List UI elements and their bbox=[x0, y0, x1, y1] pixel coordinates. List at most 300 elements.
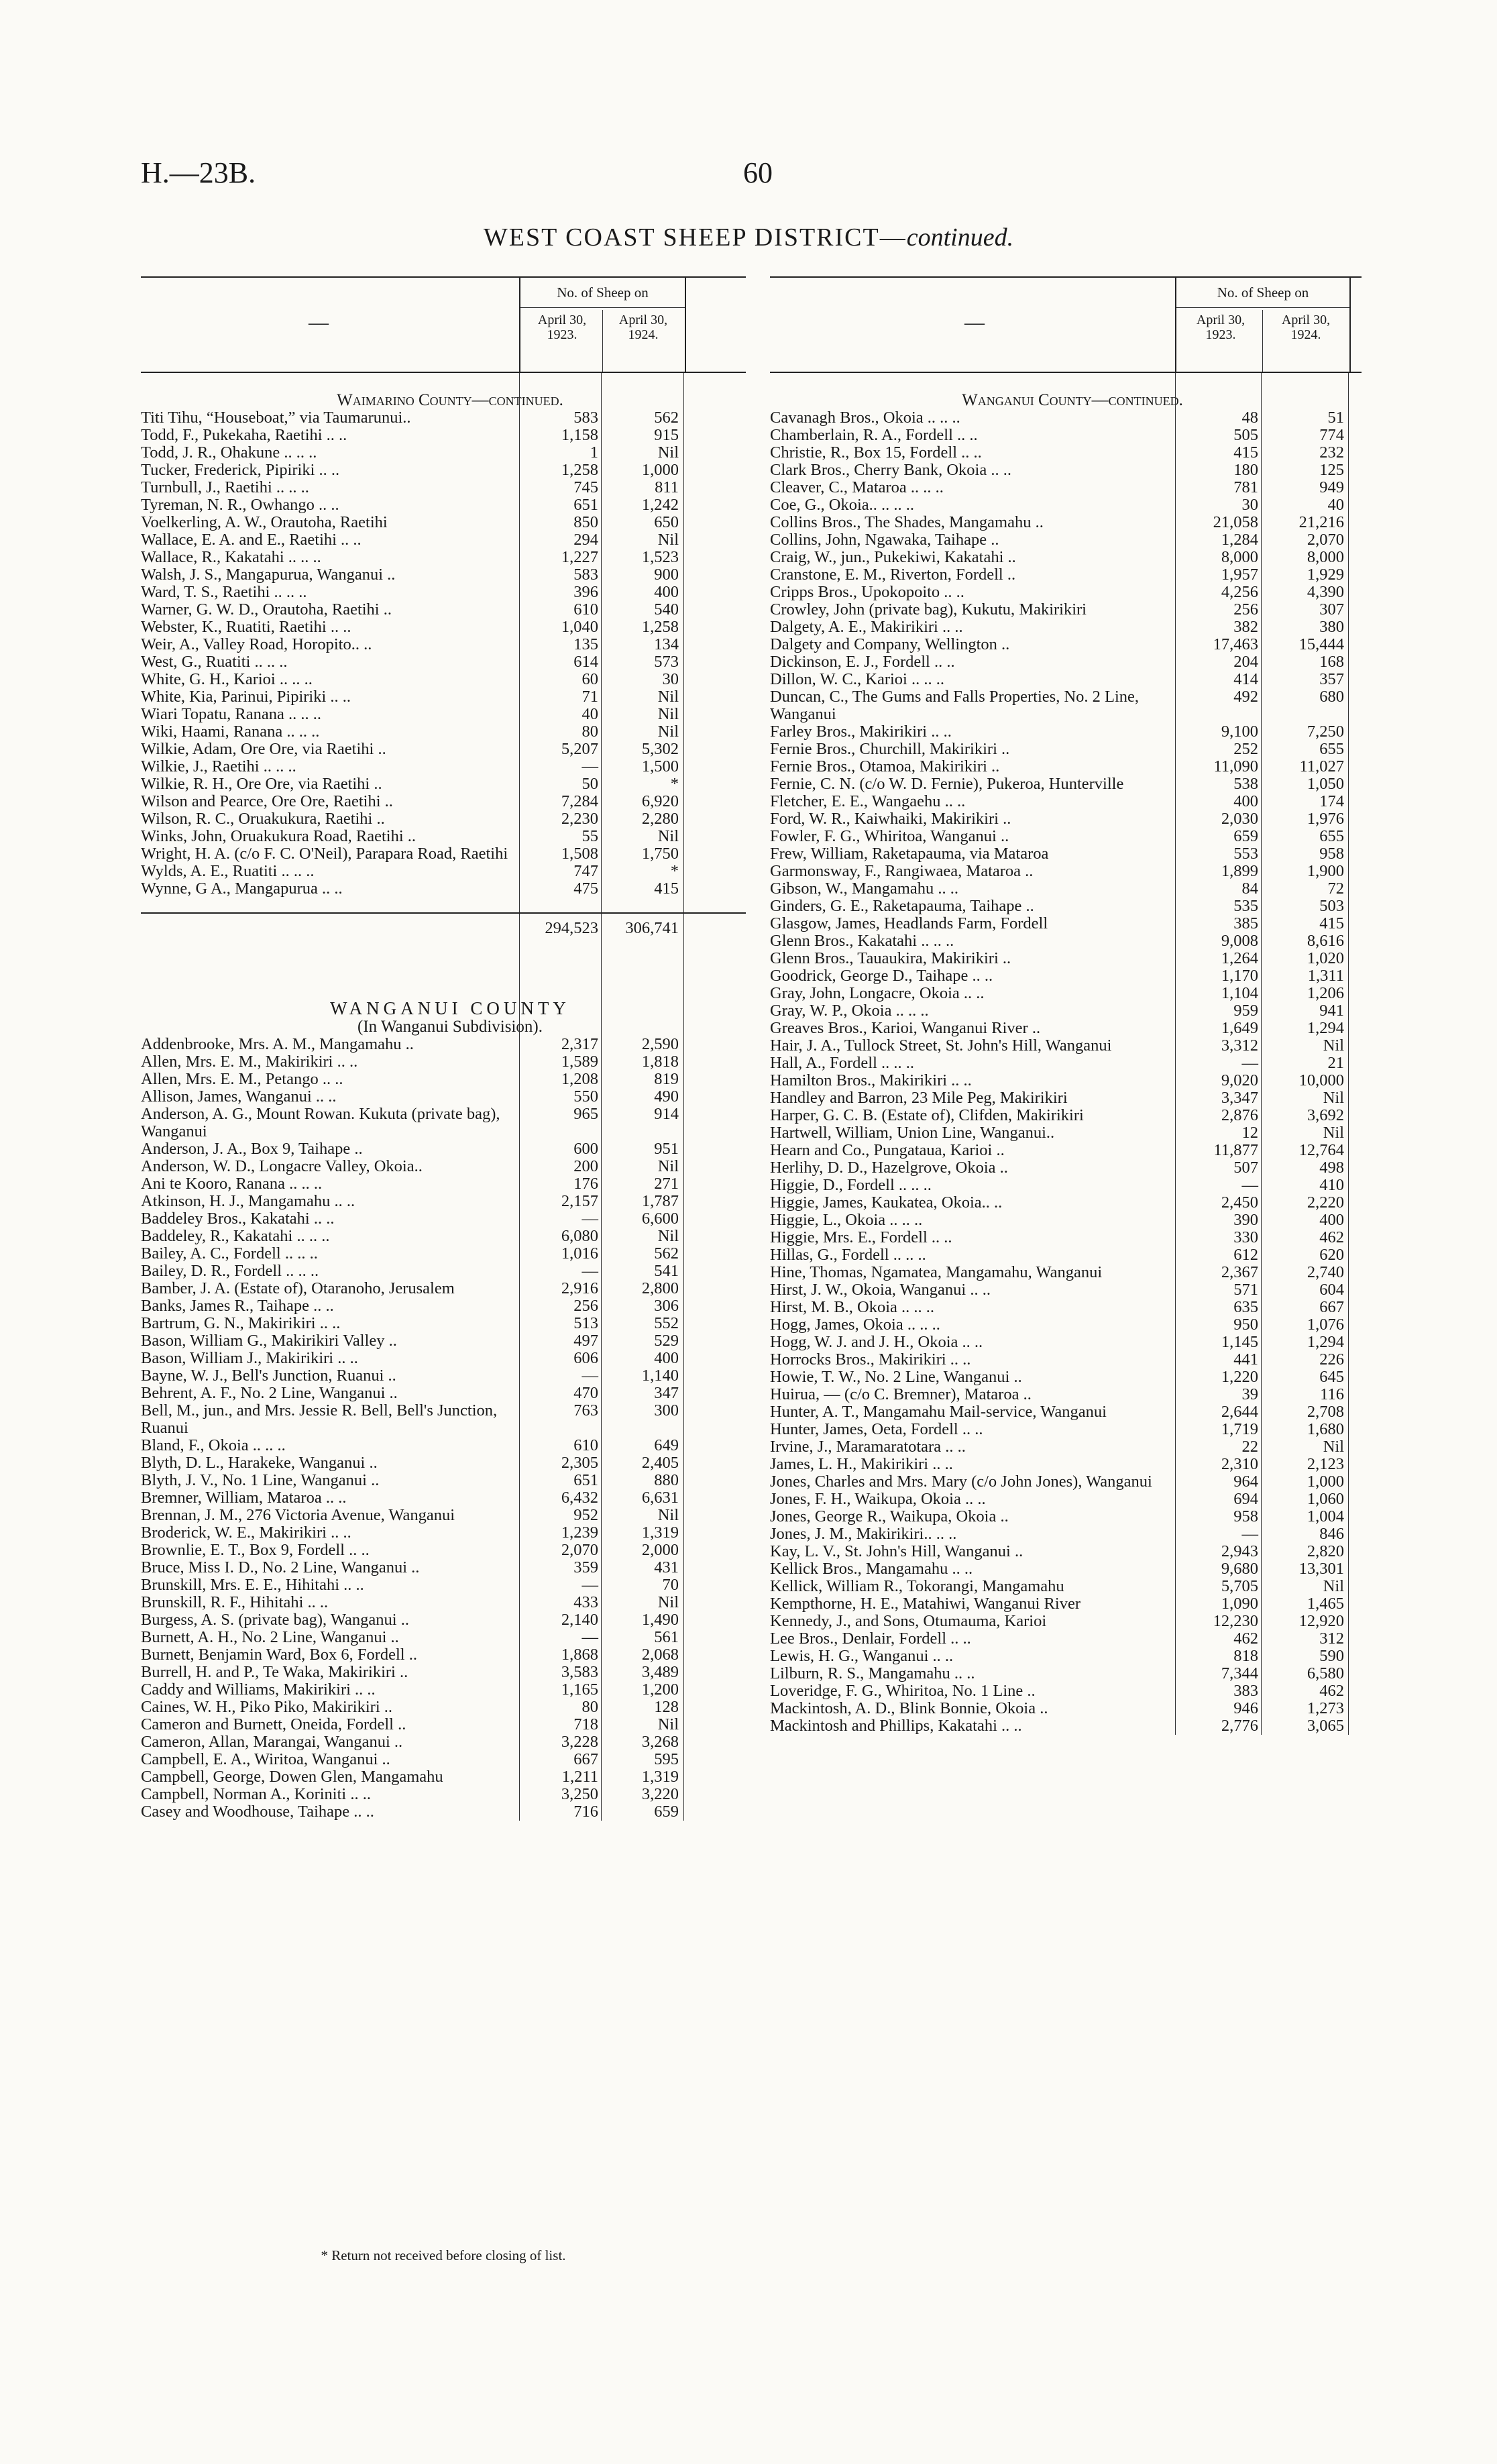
sheep-1923: 176 bbox=[573, 1175, 598, 1193]
holder-name: Wright, H. A. (c/o F. C. O'Neil), Parapara Road, Raetihi bbox=[141, 845, 508, 863]
sheep-1923: 2,367 bbox=[1221, 1263, 1258, 1281]
sheep-1923: 2,876 bbox=[1221, 1106, 1258, 1124]
sheep-1924: 400 bbox=[1319, 1211, 1344, 1229]
sheep-1924: 561 bbox=[654, 1628, 679, 1646]
col-1923-header bbox=[1179, 313, 1262, 342]
table-row bbox=[141, 1716, 746, 1733]
holder-name: Christie, R., Box 15, Fordell .. .. bbox=[770, 444, 982, 462]
sheep-1924: 8,616 bbox=[1307, 932, 1344, 950]
table-row bbox=[770, 1281, 1362, 1299]
table-row bbox=[141, 601, 746, 619]
table-row bbox=[770, 1194, 1362, 1212]
table-row bbox=[770, 688, 1362, 723]
title-main: WEST COAST SHEEP DISTRICT— bbox=[483, 223, 907, 252]
header-dash: — bbox=[964, 311, 985, 333]
holder-name: Walsh, J. S., Mangapurua, Wanganui .. bbox=[141, 566, 396, 584]
header-dash: — bbox=[309, 311, 329, 333]
sheep-1923: 7,284 bbox=[561, 792, 598, 810]
sheep-1923: 583 bbox=[573, 566, 598, 584]
sheep-1923: 383 bbox=[1233, 1682, 1258, 1700]
col-1924-line2: 1924. bbox=[628, 327, 659, 342]
sheep-1924: Nil bbox=[1323, 1089, 1344, 1107]
table-row bbox=[770, 1316, 1362, 1334]
total-1924: 306,741 bbox=[625, 919, 679, 937]
sheep-1924: Nil bbox=[657, 1157, 679, 1175]
holder-name: Ward, T. S., Raetihi .. .. .. bbox=[141, 584, 307, 601]
table-row bbox=[141, 462, 746, 479]
sheep-1924: 8,000 bbox=[1307, 548, 1344, 566]
holder-name: Frew, William, Raketapauma, via Mataroa bbox=[770, 845, 1049, 863]
sheep-1924: Nil bbox=[1323, 1124, 1344, 1142]
holder-name: Dalgety and Company, Wellington .. bbox=[770, 636, 1010, 653]
table-row bbox=[770, 444, 1362, 462]
holder-name: Cameron, Allan, Marangai, Wanganui .. bbox=[141, 1733, 403, 1751]
holder-name: Hillas, G., Fordell .. .. .. bbox=[770, 1246, 926, 1264]
sheep-1924: 174 bbox=[1319, 792, 1344, 810]
table-row bbox=[770, 775, 1362, 793]
holder-name: Wilson, R. C., Oruakukura, Raetihi .. bbox=[141, 810, 385, 828]
holder-name: Harper, G. C. B. (Estate of), Clifden, Makirikiri bbox=[770, 1107, 1084, 1124]
sheep-1923: 441 bbox=[1233, 1350, 1258, 1369]
sheep-1923: 5,207 bbox=[561, 740, 598, 758]
sheep-1923: 3,250 bbox=[561, 1785, 598, 1803]
holder-name: Burnett, Benjamin Ward, Box 6, Fordell .. bbox=[141, 1646, 417, 1664]
holder-name: Wilson and Pearce, Ore Ore, Raetihi .. bbox=[141, 793, 393, 810]
sheep-1923: 513 bbox=[573, 1314, 598, 1332]
table-row bbox=[770, 1334, 1362, 1351]
holder-name: Burnett, A. H., No. 2 Line, Wanganui .. bbox=[141, 1629, 399, 1646]
sheep-1923: 1,649 bbox=[1221, 1019, 1258, 1037]
sheep-1924: 1,273 bbox=[1307, 1699, 1344, 1717]
sheep-1924: 1,465 bbox=[1307, 1595, 1344, 1613]
sheep-1923: 600 bbox=[573, 1140, 598, 1158]
sheep-1924: 1,242 bbox=[641, 496, 679, 514]
sheep-1924: 655 bbox=[1319, 740, 1344, 758]
table-row bbox=[770, 1229, 1362, 1246]
table-row bbox=[141, 706, 746, 723]
sheep-1923: 1,227 bbox=[561, 548, 598, 566]
section-subheading: (In Wanganui Subdivision). bbox=[357, 1018, 543, 1036]
sheep-1924: 1,750 bbox=[641, 845, 679, 863]
sheep-1924: 415 bbox=[1319, 914, 1344, 932]
sheep-1923: 385 bbox=[1233, 914, 1258, 932]
holder-name: Cameron and Burnett, Oneida, Fordell .. bbox=[141, 1716, 406, 1733]
holder-name: Brownlie, E. T., Box 9, Fordell .. .. bbox=[141, 1542, 370, 1559]
section-heading-wanganui-continued: Wanganui County—continued. bbox=[962, 391, 1183, 409]
sheep-1924: 410 bbox=[1319, 1176, 1344, 1194]
table-row bbox=[141, 1193, 746, 1210]
sheep-1923: 1,719 bbox=[1221, 1420, 1258, 1438]
holder-name: Kellick, William R., Tokorangi, Mangamahu bbox=[770, 1578, 1064, 1595]
sheep-1924: 1,258 bbox=[641, 618, 679, 636]
sheep-1923: 2,157 bbox=[561, 1192, 598, 1210]
table-row bbox=[770, 898, 1362, 915]
table-row bbox=[141, 1664, 746, 1681]
table-row bbox=[770, 1421, 1362, 1438]
sheep-1924: 1,294 bbox=[1307, 1019, 1344, 1037]
table-row bbox=[141, 1524, 746, 1542]
sheep-1923: 252 bbox=[1233, 740, 1258, 758]
holder-name: Bruce, Miss I. D., No. 2 Line, Wanganui .. bbox=[141, 1559, 420, 1576]
holder-name: Wallace, E. A. and E., Raetihi .. .. bbox=[141, 531, 362, 549]
sheep-1924: Nil bbox=[657, 705, 679, 723]
holder-name: Brunskill, Mrs. E. E., Hihitahi .. .. bbox=[141, 1576, 364, 1594]
table-row bbox=[141, 1576, 746, 1594]
sheep-1924: Nil bbox=[1323, 1577, 1344, 1595]
table-row bbox=[141, 1175, 746, 1193]
sheep-1924: 2,123 bbox=[1307, 1455, 1344, 1473]
table-row bbox=[770, 514, 1362, 531]
sheep-1924: 650 bbox=[654, 513, 679, 531]
holder-name: Jones, George R., Waikupa, Okoia .. bbox=[770, 1508, 1009, 1525]
table-row bbox=[141, 1402, 746, 1437]
left-column bbox=[141, 276, 746, 1821]
sheep-1923: 1,158 bbox=[561, 426, 598, 444]
holder-name: Hartwell, William, Union Line, Wanganui.. bbox=[770, 1124, 1055, 1142]
title-continued: continued. bbox=[906, 223, 1014, 252]
table-row bbox=[770, 636, 1362, 653]
holder-name: Caines, W. H., Piko Piko, Makirikiri .. bbox=[141, 1699, 393, 1716]
sheep-1923: 1,220 bbox=[1221, 1368, 1258, 1386]
holder-name: Wallace, R., Kakatahi .. .. .. bbox=[141, 549, 321, 566]
sheep-1924: 552 bbox=[654, 1314, 679, 1332]
sheep-1924: 1,200 bbox=[641, 1680, 679, 1699]
sheep-1923: 433 bbox=[573, 1593, 598, 1611]
sheep-1924: 1,294 bbox=[1307, 1333, 1344, 1351]
holder-name: Dillon, W. C., Karioi .. .. .. bbox=[770, 671, 944, 688]
sheep-1923: 1,104 bbox=[1221, 984, 1258, 1002]
sheep-1923: 2,140 bbox=[561, 1611, 598, 1629]
sheep-1923: 71 bbox=[581, 688, 598, 706]
sheep-1924: 819 bbox=[654, 1070, 679, 1088]
waimarino-rows bbox=[141, 409, 746, 898]
holder-name: Hogg, James, Okoia .. .. .. bbox=[770, 1316, 940, 1334]
sheep-1923: 1,258 bbox=[561, 461, 598, 479]
sheep-1924: 431 bbox=[654, 1558, 679, 1576]
table-row bbox=[770, 584, 1362, 601]
sheep-1923: 475 bbox=[573, 879, 598, 898]
table-row bbox=[770, 828, 1362, 845]
sheep-1923: 614 bbox=[573, 653, 598, 671]
table-row bbox=[770, 845, 1362, 863]
sheep-1923: — bbox=[581, 1262, 598, 1280]
holder-name: Allen, Mrs. E. M., Makirikiri .. .. bbox=[141, 1053, 358, 1071]
sheep-1924: 1,818 bbox=[641, 1053, 679, 1071]
wanganui-rows bbox=[141, 1036, 746, 1821]
sheep-1923: 1,589 bbox=[561, 1053, 598, 1071]
sheep-1924: 604 bbox=[1319, 1281, 1344, 1299]
sheep-1923: 492 bbox=[1233, 688, 1258, 706]
sheep-1924: * bbox=[670, 775, 679, 793]
sheep-1923: 850 bbox=[573, 513, 598, 531]
sheep-1923: 747 bbox=[573, 862, 598, 880]
holder-name: Broderick, W. E., Makirikiri .. .. bbox=[141, 1524, 351, 1542]
sheep-1924: 134 bbox=[654, 635, 679, 653]
sheep-count-label: No. of Sheep on bbox=[1176, 278, 1349, 308]
holder-name: Campbell, Norman A., Koriniti .. .. bbox=[141, 1786, 371, 1803]
table-row bbox=[141, 1681, 746, 1699]
sheep-1923: 694 bbox=[1233, 1490, 1258, 1508]
sheep-1923: 2,230 bbox=[561, 810, 598, 828]
sheep-1924: 2,220 bbox=[1307, 1193, 1344, 1212]
table-row bbox=[770, 1682, 1362, 1700]
sheep-1923: 204 bbox=[1233, 653, 1258, 671]
sheep-1923: 414 bbox=[1233, 670, 1258, 688]
sheep-1924: 590 bbox=[1319, 1647, 1344, 1665]
sheep-1924: 529 bbox=[654, 1332, 679, 1350]
sheep-1924: 1,929 bbox=[1307, 566, 1344, 584]
holder-name: Bason, William G., Makirikiri Valley .. bbox=[141, 1332, 397, 1350]
sheep-1924: 1,020 bbox=[1307, 949, 1344, 967]
sheep-1923: 135 bbox=[573, 635, 598, 653]
sheep-1923: 180 bbox=[1233, 461, 1258, 479]
sheep-1923: 390 bbox=[1233, 1211, 1258, 1229]
holder-name: Ani te Kooro, Ranana .. .. .. bbox=[141, 1175, 323, 1193]
sheep-1924: 6,600 bbox=[641, 1210, 679, 1228]
sheep-1923: 1,957 bbox=[1221, 566, 1258, 584]
sheep-1923: 1,016 bbox=[561, 1244, 598, 1263]
holder-name: Fowler, F. G., Whiritoa, Wanganui .. bbox=[770, 828, 1009, 845]
holder-name: Mackintosh and Phillips, Kakatahi .. .. bbox=[770, 1717, 1022, 1735]
sheep-1923: 84 bbox=[1241, 879, 1258, 898]
sheep-count-label: No. of Sheep on bbox=[520, 278, 685, 308]
sheep-1924: 951 bbox=[654, 1140, 679, 1158]
sheep-1923: 959 bbox=[1233, 1002, 1258, 1020]
holder-name: Chamberlain, R. A., Fordell .. .. bbox=[770, 427, 978, 444]
holder-name: Wynne, G A., Mangapurua .. .. bbox=[141, 880, 343, 898]
table-row bbox=[141, 1367, 746, 1385]
holder-name: Dalgety, A. E., Makirikiri .. .. bbox=[770, 619, 963, 636]
holder-name: Higgie, D., Fordell .. .. .. bbox=[770, 1177, 932, 1194]
sheep-1923: 3,347 bbox=[1221, 1089, 1258, 1107]
sheep-1923: 9,680 bbox=[1221, 1560, 1258, 1578]
sheep-1923: 396 bbox=[573, 583, 598, 601]
holder-name: Horrocks Bros., Makirikiri .. .. bbox=[770, 1351, 971, 1369]
table-row bbox=[770, 1089, 1362, 1107]
holder-name: Hamilton Bros., Makirikiri .. .. bbox=[770, 1072, 972, 1089]
table-row bbox=[770, 1002, 1362, 1020]
holder-name: Hunter, James, Oeta, Fordell .. .. bbox=[770, 1421, 983, 1438]
sheep-1923: 470 bbox=[573, 1384, 598, 1402]
sheep-1924: 1,140 bbox=[641, 1367, 679, 1385]
holder-name: Hall, A., Fordell .. .. .. bbox=[770, 1055, 915, 1072]
table-row bbox=[770, 1560, 1362, 1578]
sheep-1924: Nil bbox=[1323, 1036, 1344, 1055]
holder-name: Clark Bros., Cherry Bank, Okoia .. .. bbox=[770, 462, 1011, 479]
sheep-1923: 535 bbox=[1233, 897, 1258, 915]
sheep-1924: 667 bbox=[1319, 1298, 1344, 1316]
holder-name: Ford, W. R., Kaiwhaiki, Makirikiri .. bbox=[770, 810, 1011, 828]
sheep-1923: 6,080 bbox=[561, 1227, 598, 1245]
holder-name: Crowley, John (private bag), Kukutu, Makirikiri bbox=[770, 601, 1087, 619]
holder-name: Glenn Bros., Kakatahi .. .. .. bbox=[770, 932, 954, 950]
sheep-1924: 1,060 bbox=[1307, 1490, 1344, 1508]
sheep-1923: 553 bbox=[1233, 845, 1258, 863]
holder-name: Handley and Barron, 23 Mile Peg, Makirikiri bbox=[770, 1089, 1068, 1107]
sheep-1923: 606 bbox=[573, 1349, 598, 1367]
table-row bbox=[770, 549, 1362, 566]
sheep-1923: — bbox=[581, 757, 598, 775]
table-row bbox=[141, 1210, 746, 1228]
sheep-1924: 3,220 bbox=[641, 1785, 679, 1803]
holder-name: West, G., Ruatiti .. .. .. bbox=[141, 653, 288, 671]
table-row bbox=[141, 1646, 746, 1664]
table-row bbox=[141, 845, 746, 863]
sheep-1924: 1,523 bbox=[641, 548, 679, 566]
holder-name: Gibson, W., Mangamahu .. .. bbox=[770, 880, 959, 898]
table-row bbox=[770, 1246, 1362, 1264]
sheep-1923: 763 bbox=[573, 1401, 598, 1420]
table-row bbox=[770, 1456, 1362, 1473]
right-column bbox=[770, 276, 1362, 1735]
sheep-1924: 490 bbox=[654, 1087, 679, 1106]
total-row bbox=[141, 912, 746, 941]
sheep-1924: 498 bbox=[1319, 1159, 1344, 1177]
holder-name: Hirst, J. W., Okoia, Wanganui .. .. bbox=[770, 1281, 991, 1299]
sheep-1923: 946 bbox=[1233, 1699, 1258, 1717]
sheep-1924: 2,740 bbox=[1307, 1263, 1344, 1281]
sheep-1924: 620 bbox=[1319, 1246, 1344, 1264]
sheep-1923: 1,145 bbox=[1221, 1333, 1258, 1351]
table-row bbox=[770, 1212, 1362, 1229]
holder-name: Cranstone, E. M., Riverton, Fordell .. bbox=[770, 566, 1016, 584]
col-1924-line1: April 30, bbox=[618, 313, 668, 327]
sheep-1924: 915 bbox=[654, 426, 679, 444]
col-1923-header bbox=[523, 313, 601, 342]
sheep-1923: 1,090 bbox=[1221, 1595, 1258, 1613]
sheep-1924: 357 bbox=[1319, 670, 1344, 688]
sheep-1924: 271 bbox=[654, 1175, 679, 1193]
holder-name: Farley Bros., Makirikiri .. .. bbox=[770, 723, 952, 741]
sheep-1924: 312 bbox=[1319, 1629, 1344, 1648]
sheep-1924: 1,311 bbox=[1307, 967, 1344, 985]
table-row bbox=[770, 1055, 1362, 1072]
sheep-1923: 2,644 bbox=[1221, 1403, 1258, 1421]
sheep-1924: 2,070 bbox=[1307, 531, 1344, 549]
table-row bbox=[770, 653, 1362, 671]
sheep-1924: 72 bbox=[1327, 879, 1344, 898]
sheep-1924: 1,787 bbox=[641, 1192, 679, 1210]
sheep-1923: 583 bbox=[573, 409, 598, 427]
sheep-1924: 562 bbox=[654, 409, 679, 427]
section-heading-wanganui: WANGANUI COUNTY bbox=[330, 998, 570, 1018]
table-row bbox=[770, 1107, 1362, 1124]
sheep-1924: 880 bbox=[654, 1471, 679, 1489]
holder-name: Bailey, D. R., Fordell .. .. .. bbox=[141, 1263, 319, 1280]
sheep-1923: 2,776 bbox=[1221, 1717, 1258, 1735]
holder-name: Baddeley, R., Kakatahi .. .. .. bbox=[141, 1228, 330, 1245]
sheep-1923: 11,877 bbox=[1213, 1141, 1258, 1159]
sheep-1923: 716 bbox=[573, 1803, 598, 1821]
sheep-1924: 116 bbox=[1320, 1385, 1344, 1403]
table-row bbox=[770, 1491, 1362, 1508]
holder-name: Bell, M., jun., and Mrs. Jessie R. Bell, Bell's Junction, Ruanui bbox=[141, 1402, 498, 1437]
sheep-1924: 125 bbox=[1319, 461, 1344, 479]
table-row bbox=[141, 1280, 746, 1297]
table-row bbox=[141, 566, 746, 584]
holder-name: Burgess, A. S. (private bag), Wanganui .. bbox=[141, 1611, 409, 1629]
holder-name: Wilkie, R. H., Ore Ore, via Raetihi .. bbox=[141, 775, 382, 793]
table-row bbox=[141, 671, 746, 688]
sheep-1924: 462 bbox=[1319, 1682, 1344, 1700]
holder-name: Duncan, C., The Gums and Falls Properties, No. 2 Line, Wanganui bbox=[770, 688, 1140, 723]
sheep-1923: 40 bbox=[581, 705, 598, 723]
holder-name: Hearn and Co., Pungataua, Karioi .. bbox=[770, 1142, 1005, 1159]
holder-name: James, L. H., Makirikiri .. .. bbox=[770, 1456, 953, 1473]
sheep-1923: 21,058 bbox=[1213, 513, 1258, 531]
table-row bbox=[770, 1124, 1362, 1142]
sheep-1923: 1,868 bbox=[561, 1646, 598, 1664]
table-row bbox=[770, 932, 1362, 950]
table-row bbox=[770, 1299, 1362, 1316]
table-row bbox=[141, 1594, 746, 1611]
sheep-1924: 10,000 bbox=[1298, 1071, 1344, 1089]
sheep-1924: 6,920 bbox=[641, 792, 679, 810]
table-row bbox=[770, 1403, 1362, 1421]
sheep-1924: 540 bbox=[654, 600, 679, 619]
page-number: 60 bbox=[743, 156, 773, 189]
sheep-1924: 1,900 bbox=[1307, 862, 1344, 880]
holder-name: Jones, F. H., Waikupa, Okoia .. .. bbox=[770, 1491, 986, 1508]
table-row bbox=[141, 1489, 746, 1507]
table-row bbox=[141, 1733, 746, 1751]
sheep-1923: 12,230 bbox=[1213, 1612, 1258, 1630]
table-row bbox=[141, 1803, 746, 1821]
sheep-count-header bbox=[519, 278, 686, 372]
table-row bbox=[141, 444, 746, 462]
holder-name: Loveridge, F. G., Whiritoa, No. 1 Line .. bbox=[770, 1682, 1036, 1700]
sheep-1923: 2,070 bbox=[561, 1541, 598, 1559]
table-row bbox=[770, 1351, 1362, 1369]
holder-name: Higgie, James, Kaukatea, Okoia.. .. bbox=[770, 1194, 1003, 1212]
holder-name: White, Kia, Parinui, Pipiriki .. .. bbox=[141, 688, 351, 706]
sheep-1924: 21,216 bbox=[1298, 513, 1344, 531]
table-row bbox=[141, 1297, 746, 1315]
holder-name: Casey and Woodhouse, Taihape .. .. bbox=[141, 1803, 374, 1821]
sheep-1924: 1,206 bbox=[1307, 984, 1344, 1002]
holder-name: Brunskill, R. F., Hihitahi .. .. bbox=[141, 1594, 329, 1611]
table-row bbox=[141, 584, 746, 601]
sheep-1923: 659 bbox=[1233, 827, 1258, 845]
holder-name: Banks, James R., Taihape .. .. bbox=[141, 1297, 334, 1315]
table-row bbox=[770, 758, 1362, 775]
table-row bbox=[141, 775, 746, 793]
footnote: * Return not received before closing of list. bbox=[321, 2247, 566, 2263]
sheep-1923: 651 bbox=[573, 1471, 598, 1489]
holder-name: Kay, L. V., St. John's Hill, Wanganui .. bbox=[770, 1543, 1023, 1560]
table-row bbox=[770, 409, 1362, 427]
table-row bbox=[141, 1332, 746, 1350]
sheep-count-header bbox=[1175, 278, 1351, 372]
sheep-1924: 2,708 bbox=[1307, 1403, 1344, 1421]
sheep-1924: Nil bbox=[657, 531, 679, 549]
sheep-1923: 330 bbox=[1233, 1228, 1258, 1246]
sheep-1923: — bbox=[1241, 1525, 1258, 1543]
table-row bbox=[770, 462, 1362, 479]
holder-name: Blyth, J. V., No. 1 Line, Wanganui .. bbox=[141, 1472, 380, 1489]
table-row bbox=[141, 1454, 746, 1472]
sheep-1923: 718 bbox=[573, 1715, 598, 1733]
sheep-1924: 307 bbox=[1319, 600, 1344, 619]
table-row bbox=[770, 496, 1362, 514]
sheep-1924: 51 bbox=[1327, 409, 1344, 427]
sheep-1923: 382 bbox=[1233, 618, 1258, 636]
header-divider bbox=[602, 310, 603, 372]
sheep-1924: Nil bbox=[657, 1506, 679, 1524]
sheep-1923: 6,432 bbox=[561, 1489, 598, 1507]
holder-name: Brennan, J. M., 276 Victoria Avenue, Wanganui bbox=[141, 1507, 455, 1524]
sheep-1923: 745 bbox=[573, 478, 598, 496]
